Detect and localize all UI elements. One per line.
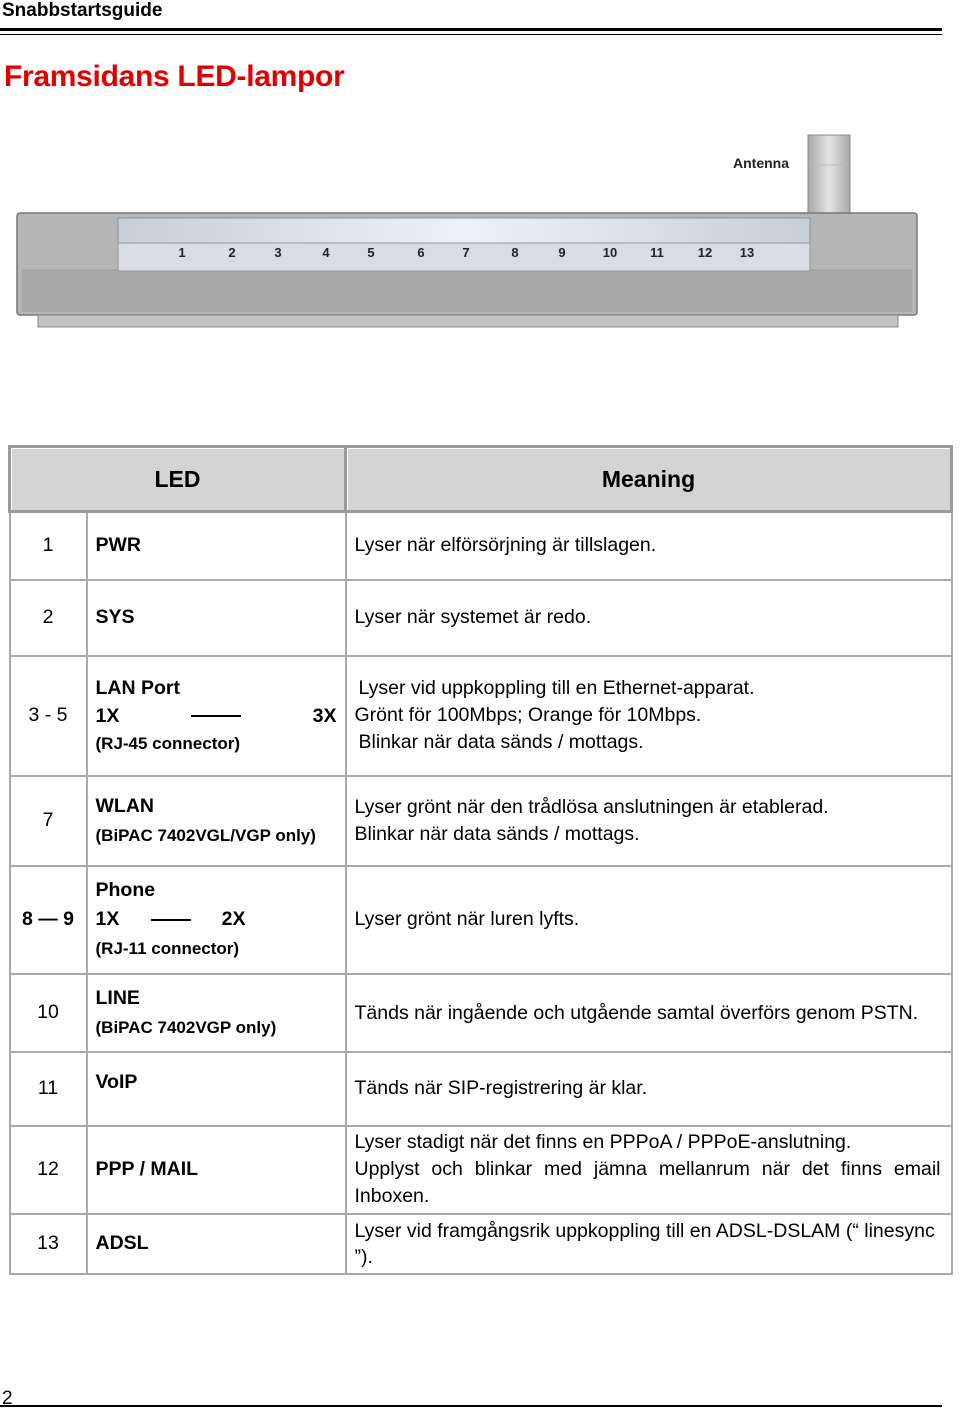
led-number-label: 3 bbox=[274, 245, 282, 260]
led-name: LINE bbox=[95, 986, 140, 1009]
led-meaning bbox=[346, 1126, 952, 1214]
led-meaning: Lyser när systemet är redo. bbox=[346, 580, 952, 656]
document-header-title: Snabbstartsguide bbox=[2, 0, 163, 21]
led-name: SYS bbox=[87, 580, 346, 656]
led-number-label: 11 bbox=[650, 245, 664, 260]
led-meaning: Tänds när ingående och utgående samtal överförs genom PSTN. bbox=[346, 974, 952, 1052]
led-name-cell bbox=[87, 974, 346, 1052]
table-row bbox=[10, 776, 952, 866]
antenna-label: Antenna bbox=[733, 155, 789, 171]
led-number-label: 6 bbox=[417, 245, 425, 260]
led-meaning bbox=[346, 656, 952, 776]
header-rule-thin bbox=[0, 34, 942, 35]
meaning-line: Grönt för 100Mbps; Orange för 10Mbps. bbox=[354, 704, 702, 726]
led-name: PPP / MAIL bbox=[87, 1126, 346, 1214]
led-name: ADSL bbox=[87, 1214, 346, 1274]
meaning-line: Blinkar när data sänds / mottags. bbox=[358, 731, 644, 753]
table-row bbox=[10, 512, 952, 580]
led-number-label: 10 bbox=[602, 245, 618, 260]
connector-note: (RJ-11 connector) bbox=[95, 939, 240, 958]
led-number-label: 2 bbox=[228, 245, 236, 260]
led-name: VoIP bbox=[87, 1052, 346, 1126]
model-note: (BiPAC 7402VGL/VGP only) bbox=[95, 825, 316, 845]
antenna-shape bbox=[808, 135, 850, 215]
model-note: (BiPAC 7402VGP only) bbox=[95, 1017, 277, 1037]
led-meaning: Lyser vid framgångsrik uppkoppling till en ADSL-DSLAM (“ linesync ”). bbox=[346, 1214, 952, 1274]
led-number: 13 bbox=[10, 1214, 87, 1274]
led-number-label: 8 bbox=[511, 245, 519, 260]
router-front-illustration bbox=[0, 130, 960, 345]
led-meaning: Lyser när elförsörjning är tillslagen. bbox=[346, 512, 952, 580]
table-header-row bbox=[10, 447, 952, 512]
led-name-cell bbox=[87, 776, 346, 866]
led-meaning: Lyser grönt när luren lyfts. bbox=[346, 866, 952, 974]
led-column-header: LED bbox=[10, 447, 346, 512]
connector-note: (RJ-45 connector) bbox=[95, 733, 241, 753]
led-name: LAN Port bbox=[95, 676, 180, 699]
port-count-to: 2X bbox=[221, 908, 246, 930]
port-count bbox=[96, 905, 246, 934]
table-row bbox=[10, 974, 952, 1052]
meaning-line: Lyser vid uppkoppling till en Ethernet-apparat. bbox=[358, 677, 755, 699]
led-number-label: 12 bbox=[697, 245, 713, 260]
port-count bbox=[96, 702, 337, 730]
led-name: Phone bbox=[95, 879, 156, 901]
footer-rule bbox=[0, 1405, 942, 1407]
port-count-to: 3X bbox=[312, 704, 337, 727]
led-number: 8 — 9 bbox=[10, 866, 87, 974]
led-number-label: 13 bbox=[739, 245, 755, 260]
led-meaning: Tänds när SIP-registrering är klar. bbox=[346, 1052, 952, 1126]
led-number: 10 bbox=[10, 974, 87, 1052]
led-name: WLAN bbox=[95, 794, 154, 817]
led-number-label: 1 bbox=[178, 245, 186, 260]
dash-line bbox=[151, 919, 191, 921]
meaning-line: Blinkar när data sänds / mottags. bbox=[354, 822, 640, 845]
table-row bbox=[10, 1126, 952, 1214]
led-table bbox=[8, 445, 953, 1275]
led-number-label: 4 bbox=[322, 245, 330, 260]
led-number-label: 5 bbox=[367, 245, 375, 260]
led-number-label: 9 bbox=[558, 245, 566, 260]
dash-line bbox=[191, 715, 241, 717]
led-meaning bbox=[346, 776, 952, 866]
led-number: 7 bbox=[10, 776, 87, 866]
meaning-column-header: Meaning bbox=[346, 447, 952, 512]
port-count-from: 1X bbox=[95, 704, 120, 727]
table-row bbox=[10, 580, 952, 656]
table-row bbox=[10, 656, 952, 776]
led-name-cell bbox=[87, 866, 346, 974]
led-number: 2 bbox=[10, 580, 87, 656]
led-number: 12 bbox=[10, 1126, 87, 1214]
table-row bbox=[10, 1214, 952, 1274]
section-title: Framsidans LED-lampor bbox=[4, 60, 345, 93]
led-number: 3 - 5 bbox=[10, 656, 87, 776]
led-number: 11 bbox=[10, 1052, 87, 1126]
page-number: 2 bbox=[2, 1388, 13, 1409]
meaning-line: Lyser grönt när den trådlösa anslutningen är etablerad. bbox=[354, 795, 829, 818]
port-count-from: 1X bbox=[95, 908, 120, 930]
table-row bbox=[10, 1052, 952, 1126]
meaning-line: Upplyst och blinkar med jämna mellanrum när det finns email Inboxen. bbox=[354, 1158, 941, 1207]
led-number-label: 7 bbox=[462, 245, 470, 260]
led-number: 1 bbox=[10, 512, 87, 580]
table-row bbox=[10, 866, 952, 974]
header-rule bbox=[0, 28, 942, 31]
meaning-line: Lyser stadigt när det finns en PPPoA / PPPoE-anslutning. bbox=[354, 1131, 852, 1153]
led-name-cell bbox=[87, 656, 346, 776]
led-name: PWR bbox=[87, 512, 346, 580]
